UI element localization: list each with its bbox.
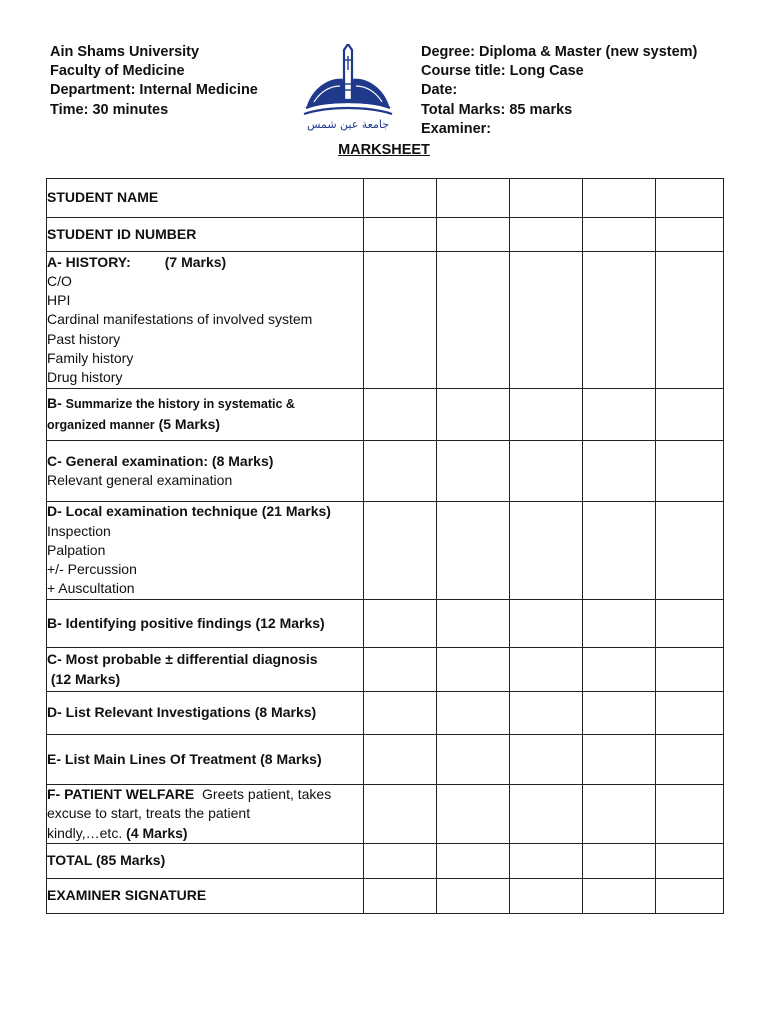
local-exam-item: Palpation bbox=[47, 541, 106, 558]
history-heading: A- HISTORY: bbox=[47, 253, 131, 270]
history-item: Family history bbox=[47, 349, 134, 366]
faculty-name: Faculty of Medicine bbox=[50, 63, 185, 80]
score-cell[interactable] bbox=[510, 441, 583, 502]
summarize-prefix: B- bbox=[47, 395, 66, 412]
course-title: Course title: Long Case bbox=[421, 63, 584, 80]
history-item: Past history bbox=[47, 330, 121, 347]
score-cell[interactable] bbox=[510, 844, 583, 879]
score-cell[interactable] bbox=[364, 600, 437, 648]
university-name: Ain Shams University bbox=[50, 44, 200, 60]
marksheet-table bbox=[46, 178, 724, 914]
table-row-welfare bbox=[47, 785, 724, 844]
welfare-marks: (4 Marks) bbox=[126, 824, 188, 841]
score-cell[interactable] bbox=[437, 179, 510, 218]
score-cell[interactable] bbox=[510, 389, 583, 441]
row-label-local-exam bbox=[47, 502, 364, 600]
exam-time: Time: 30 minutes bbox=[50, 101, 169, 118]
score-cell[interactable] bbox=[437, 735, 510, 785]
score-cell[interactable] bbox=[656, 844, 724, 879]
university-logo bbox=[296, 44, 400, 132]
score-cell[interactable] bbox=[656, 600, 724, 648]
header-left bbox=[50, 43, 258, 120]
summarize-marks: (5 Marks) bbox=[158, 415, 221, 432]
row-label-welfare bbox=[47, 785, 364, 844]
table-row-summarize bbox=[47, 389, 724, 441]
score-cell[interactable] bbox=[510, 179, 583, 218]
degree: Degree: Diploma & Master (new system) bbox=[421, 44, 698, 60]
score-cell[interactable] bbox=[437, 600, 510, 648]
general-exam-heading: C- General examination: (8 Marks) bbox=[47, 452, 274, 469]
row-label-diagnosis bbox=[47, 648, 364, 692]
row-label-investigations: D- List Relevant Investigations (8 Marks) bbox=[47, 692, 364, 735]
score-cell[interactable] bbox=[583, 389, 656, 441]
total-marks: Total Marks: 85 marks bbox=[421, 101, 573, 118]
local-exam-item: +/- Percussion bbox=[47, 561, 137, 578]
score-cell[interactable] bbox=[364, 441, 437, 502]
score-cell[interactable] bbox=[437, 502, 510, 600]
department-name: Department: Internal Medicine bbox=[50, 82, 258, 99]
score-cell[interactable] bbox=[656, 692, 724, 735]
welfare-line3: kindly,…etc. bbox=[47, 824, 123, 841]
score-cell[interactable] bbox=[656, 218, 724, 252]
score-cell[interactable] bbox=[583, 648, 656, 692]
score-cell[interactable] bbox=[364, 844, 437, 879]
score-cell[interactable] bbox=[583, 252, 656, 389]
score-cell[interactable] bbox=[583, 879, 656, 914]
score-cell[interactable] bbox=[364, 252, 437, 389]
history-item: Drug history bbox=[47, 369, 123, 385]
score-cell[interactable] bbox=[510, 600, 583, 648]
score-cell[interactable] bbox=[364, 735, 437, 785]
row-label-history bbox=[47, 252, 364, 389]
local-exam-item: + Auscultation bbox=[47, 580, 135, 597]
welfare-heading: F- PATIENT WELFARE bbox=[47, 786, 195, 803]
local-exam-heading: D- Local examination technique (21 Marks) bbox=[47, 503, 331, 520]
score-cell[interactable] bbox=[364, 692, 437, 735]
score-cell[interactable] bbox=[437, 252, 510, 389]
welfare-text1: Greets patient, takes bbox=[202, 786, 332, 803]
table-row-general-exam bbox=[47, 441, 724, 502]
summarize-line1: Summarize the history in systematic & bbox=[65, 397, 295, 412]
score-cell[interactable] bbox=[656, 441, 724, 502]
logo-arabic-text: جامعة عين شمس bbox=[306, 118, 390, 131]
score-cell[interactable] bbox=[510, 648, 583, 692]
score-cell[interactable] bbox=[510, 735, 583, 785]
table-row-investigations bbox=[47, 692, 724, 735]
score-cell[interactable] bbox=[510, 785, 583, 844]
score-cell[interactable] bbox=[583, 735, 656, 785]
table-row-student-name bbox=[47, 179, 724, 218]
page-title: MARKSHEET bbox=[338, 142, 430, 158]
score-cell[interactable] bbox=[583, 179, 656, 218]
score-cell[interactable] bbox=[437, 648, 510, 692]
local-exam-item: Inspection bbox=[47, 522, 111, 539]
general-exam-detail: Relevant general examination bbox=[47, 472, 233, 488]
row-label-general-exam bbox=[47, 441, 364, 502]
score-cell[interactable] bbox=[656, 502, 724, 600]
row-label-total: TOTAL (85 Marks) bbox=[47, 844, 364, 879]
table-row-local-exam bbox=[47, 502, 724, 600]
row-label-treatment: E- List Main Lines Of Treatment (8 Marks) bbox=[47, 735, 364, 785]
score-cell[interactable] bbox=[364, 179, 437, 218]
table-row-signature bbox=[47, 879, 724, 914]
table-row-total bbox=[47, 844, 724, 879]
score-cell[interactable] bbox=[656, 179, 724, 218]
examiner: Examiner: bbox=[421, 120, 492, 137]
history-marks: (7 Marks) bbox=[164, 253, 227, 270]
score-cell[interactable] bbox=[437, 879, 510, 914]
table-row-positive-findings bbox=[47, 600, 724, 648]
score-cell[interactable] bbox=[364, 648, 437, 692]
score-cell[interactable] bbox=[364, 218, 437, 252]
table-row-student-id bbox=[47, 218, 724, 252]
score-cell[interactable] bbox=[583, 218, 656, 252]
table-row-diagnosis bbox=[47, 648, 724, 692]
score-cell[interactable] bbox=[583, 600, 656, 648]
score-cell[interactable] bbox=[510, 692, 583, 735]
score-cell[interactable] bbox=[583, 844, 656, 879]
score-cell[interactable] bbox=[364, 879, 437, 914]
score-cell[interactable] bbox=[364, 389, 437, 441]
score-cell[interactable] bbox=[437, 692, 510, 735]
history-item: Cardinal manifestations of involved system bbox=[47, 311, 313, 328]
score-cell[interactable] bbox=[583, 441, 656, 502]
score-cell[interactable] bbox=[656, 252, 724, 389]
score-cell[interactable] bbox=[656, 879, 724, 914]
score-cell[interactable] bbox=[437, 389, 510, 441]
row-label-summarize bbox=[47, 389, 364, 441]
score-cell[interactable] bbox=[510, 252, 583, 389]
score-cell[interactable] bbox=[656, 389, 724, 441]
history-item: C/O bbox=[47, 272, 72, 289]
row-label-student-name: STUDENT NAME bbox=[47, 179, 364, 218]
row-label-positive-findings: B- Identifying positive findings (12 Marks) bbox=[47, 600, 364, 648]
table-row-history bbox=[47, 252, 724, 389]
score-cell[interactable] bbox=[656, 648, 724, 692]
score-cell[interactable] bbox=[656, 735, 724, 785]
diagnosis-line1: C- Most probable ± differential diagnosis bbox=[47, 651, 318, 668]
score-cell[interactable] bbox=[510, 218, 583, 252]
score-cell[interactable] bbox=[656, 785, 724, 844]
table-row-treatment bbox=[47, 735, 724, 785]
score-cell[interactable] bbox=[437, 218, 510, 252]
score-cell[interactable] bbox=[583, 502, 656, 600]
summarize-line2: organized manner bbox=[47, 417, 155, 432]
university-emblem-icon bbox=[296, 44, 400, 132]
history-item: HPI bbox=[47, 292, 71, 309]
score-cell[interactable] bbox=[364, 785, 437, 844]
diagnosis-line2: (12 Marks) bbox=[47, 670, 121, 687]
score-cell[interactable] bbox=[437, 785, 510, 844]
score-cell[interactable] bbox=[510, 502, 583, 600]
exam-date: Date: bbox=[421, 82, 458, 99]
row-label-student-id: STUDENT ID NUMBER bbox=[47, 218, 364, 252]
score-cell[interactable] bbox=[364, 502, 437, 600]
welfare-line2: excuse to start, treats the patient bbox=[47, 805, 251, 822]
row-label-signature: EXAMINER SIGNATURE bbox=[47, 879, 364, 914]
header-right bbox=[421, 43, 697, 139]
score-cell[interactable] bbox=[437, 441, 510, 502]
score-cell[interactable] bbox=[583, 785, 656, 844]
score-cell[interactable] bbox=[510, 879, 583, 914]
score-cell[interactable] bbox=[583, 692, 656, 735]
score-cell[interactable] bbox=[437, 844, 510, 879]
